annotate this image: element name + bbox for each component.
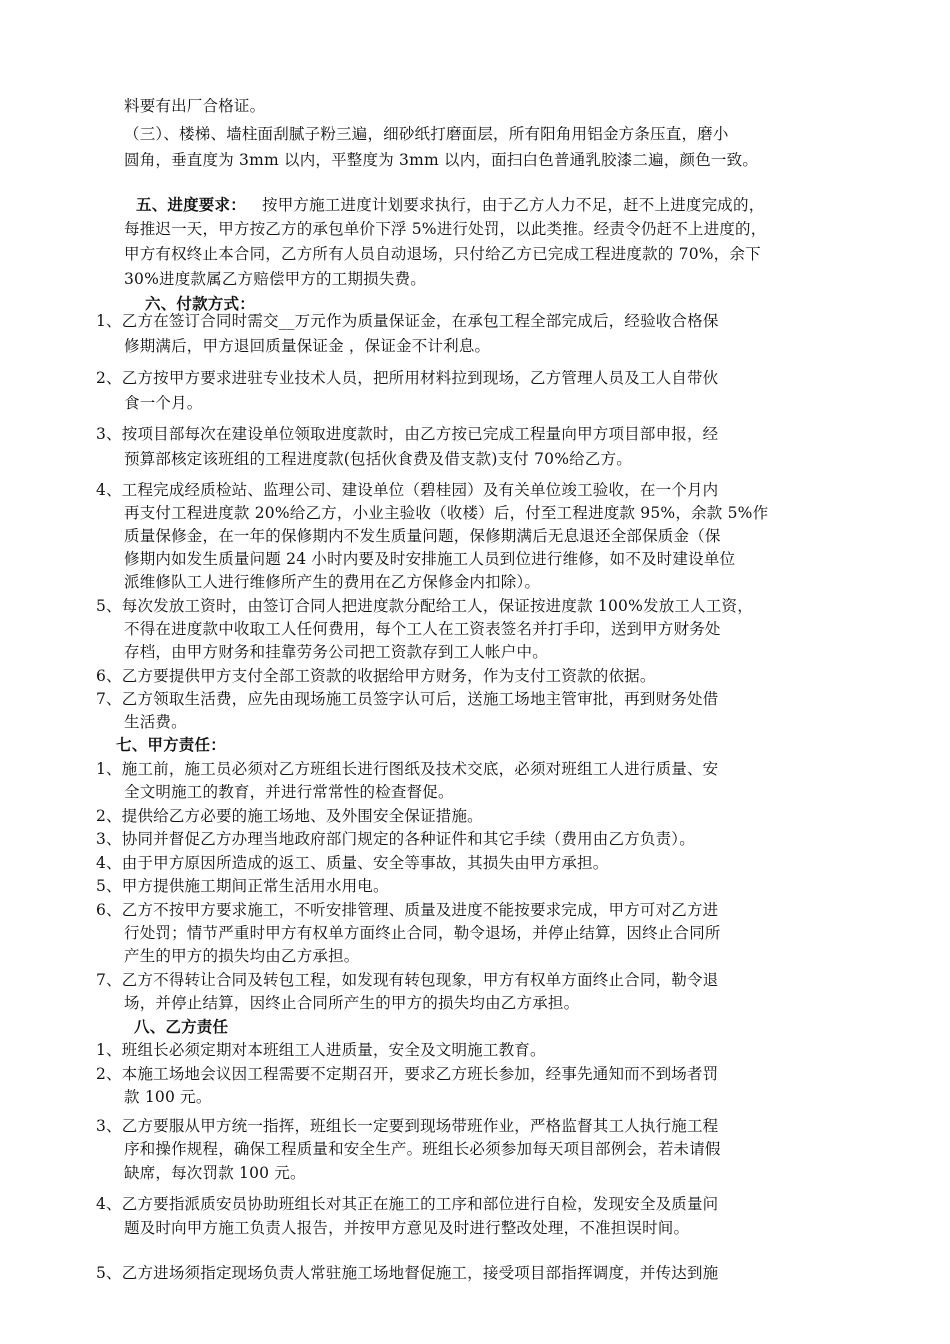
text-line: 全文明施工的教育，并进行常常性的检查督促。 (124, 783, 454, 801)
section-heading-payment: 六、付款方式： (145, 294, 255, 313)
text-line: 预算部核定该班组的工程进度款(包括伙食费及借支款)支付 70%给乙方。 (124, 450, 632, 468)
text-line: 食一个月。 (124, 394, 203, 412)
text-line: 2、提供给乙方必要的施工场地、及外围安全保证措施。 (96, 807, 483, 825)
text-line: 产生的甲方的损失均由乙方承担。 (124, 947, 360, 965)
text-line: 5、每次发放工资时，由签订合同人把进度款分配给工人，保证按进度款 100%发放工人工资， (96, 597, 753, 615)
text-line: 4、由于甲方原因所造成的返工、质量、安全等事故，其损失由甲方承担。 (96, 854, 609, 872)
text-line: 1、乙方在签订合同时需交__万元作为质量保证金，在承包工程全部完成后，经验收合格保 (96, 312, 719, 330)
text-line: 质量保修金，在一年的保修期内不发生质量问题，保修期满后无息退还全部保质金（保 (124, 527, 721, 545)
section-heading-party-b: 八、乙方责任 (134, 1017, 229, 1036)
text-line: 不得在进度款中收取工人任何费用，每个工人在工资表签名并打手印，送到甲方财务处 (124, 620, 721, 638)
text-line: 序和操作规程，确保工程质量和安全生产。班组长必须参加每天项目部例会，若未请假 (124, 1140, 721, 1158)
section-heading-schedule: 五、进度要求： (136, 195, 246, 214)
text-line: 5、乙方进场须指定现场负责人常驻施工场地督促施工，接受项目部指挥调度，并传达到施 (96, 1264, 719, 1282)
section-heading-party-a: 七、甲方责任： (116, 735, 226, 754)
text-line: 6、乙方不按甲方要求施工，不听安排管理、质量及进度不能按要求完成，甲方可对乙方进 (96, 901, 719, 919)
text-line: 行处罚；情节严重时甲方有权单方面终止合同，勒令退场，并停止结算，因终止合同所 (124, 924, 721, 942)
text-line: 30%进度款属乙方赔偿甲方的工期损失费。 (124, 270, 426, 288)
text-line: 7、乙方领取生活费，应先由现场施工员签字认可后，送施工场地主管审批，再到财务处借 (96, 690, 719, 708)
text-line: 存档，由甲方财务和挂靠劳务公司把工资款存到工人帐户中。 (124, 643, 548, 661)
text-line: 2、本施工场地会议因工程需要不定期召开，要求乙方班长参加，经事先通知而不到场者罚 (96, 1065, 719, 1083)
text-line: 款 100 元。 (124, 1088, 212, 1106)
text-line: 3、乙方要服从甲方统一指挥，班组长一定要到现场带班作业，严格监督其工人执行施工程 (96, 1117, 719, 1135)
text-line: 修期满后，甲方退回质量保证金 ，保证金不计利息。 (124, 337, 491, 355)
text-line: 4、乙方要指派质安员协助班组长对其正在施工的工序和部位进行自检，发现安全及质量问 (96, 1195, 719, 1213)
text-line: 3、按项目部每次在建设单位领取进度款时，由乙方按已完成工程量向甲方项目部申报，经 (96, 425, 719, 443)
text-line: 2、乙方按甲方要求进驻专业技术人员，把所用材料拉到现场，乙方管理人员及工人自带伙 (96, 369, 719, 387)
text-line: 1、班组长必须定期对本班组工人进质量，安全及文明施工教育。 (96, 1041, 546, 1059)
text-line: 缺席，每次罚款 100 元。 (124, 1164, 306, 1182)
text-line: 料要有出厂合格证。 (124, 97, 266, 115)
text-line: 4、工程完成经质检站、监理公司、建设单位（碧桂园）及有关单位竣工验收，在一个月内 (96, 481, 719, 499)
text-line: 题及时向甲方施工负责人报告，并按甲方意见及时进行整改处理，不准担误时间。 (124, 1219, 690, 1237)
text-line: （三）、楼梯、墙柱面刮腻子粉三遍，细砂纸打磨面层，所有阳角用铝金方条压直，磨小 (124, 125, 729, 143)
text-line: 甲方有权终止本合同，乙方所有人员自动退场，只付给乙方已完成工程进度款的 70%，余下 (124, 245, 761, 263)
text-line: 派维修队工人进行维修所产生的费用在乙方保修金内扣除）。 (124, 573, 541, 591)
text-line: 6、乙方要提供甲方支付全部工资款的收据给甲方财务，作为支付工资款的依据。 (96, 667, 656, 685)
text-line: 场，并停止结算，因终止合同所产生的甲方的损失均由乙方承担。 (124, 994, 580, 1012)
text-line: 每推迟一天，甲方按乙方的承包单价下浮 5%进行处罚，以此类推。经责令仍赶不上进度的， (124, 220, 767, 238)
text-line: 1、施工前，施工员必须对乙方班组长进行图纸及技术交底，必须对班组工人进行质量、安 (96, 760, 719, 778)
text-line: 修期内如发生质量问题 24 小时内要及时安排施工人员到位进行维修，如不及时建设单位 (124, 550, 736, 568)
text-line: 再支付工程进度款 20%给乙方，小业主验收（收楼）后，付至工程进度款 95%，余款 5%作 (124, 504, 769, 522)
text-line: 7、乙方不得转让合同及转包工程，如发现有转包现象，甲方有权单方面终止合同，勒令退 (96, 971, 719, 989)
text-line: 生活费。 (124, 713, 187, 731)
text-line: 按甲方施工进度计划要求执行，由于乙方人力不足，赶不上进度完成的， (262, 196, 765, 214)
text-line: 3、协同并督促乙方办理当地政府部门规定的各种证件和其它手续（费用由乙方负责）。 (96, 830, 695, 848)
text-line: 5、甲方提供施工期间正常生活用水用电。 (96, 877, 389, 895)
text-line: 圆角，垂直度为 3mm 以内，平整度为 3mm 以内，面扫白色普通乳胶漆二遍，颜色一致。 (124, 151, 759, 169)
